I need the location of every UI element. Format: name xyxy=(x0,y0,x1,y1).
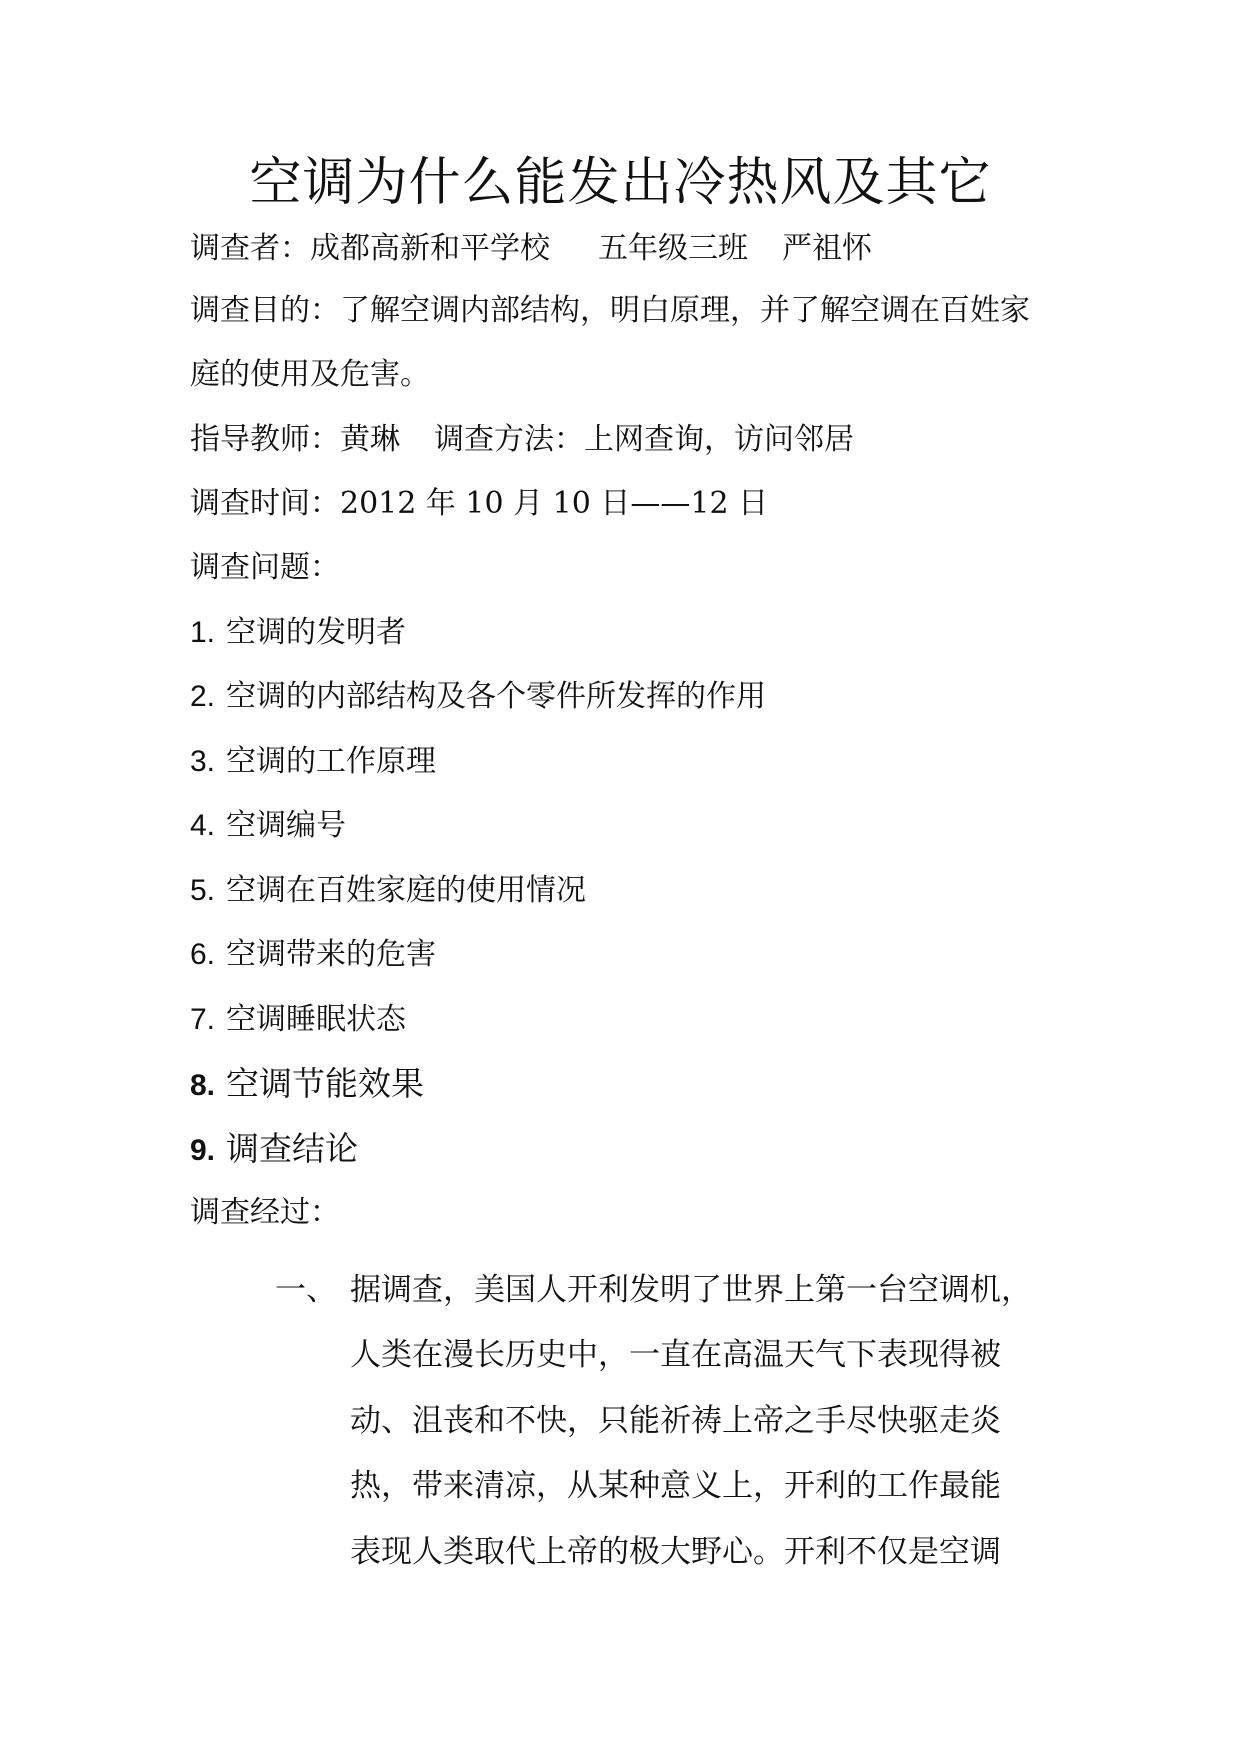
investigator-school: 成都高新和平学校 xyxy=(310,231,550,266)
questions-heading: 调查问题： xyxy=(190,550,340,585)
question-number: 3. xyxy=(190,745,216,778)
investigator-class: 五年级三班 xyxy=(598,231,748,266)
question-item xyxy=(190,1000,406,1040)
question-number: 4. xyxy=(190,809,216,842)
question-text: 空调带来的危害 xyxy=(226,937,436,972)
question-item xyxy=(190,935,436,975)
question-number: 2. xyxy=(190,680,216,713)
question-text: 空调的内部结构及各个零件所发挥的作用 xyxy=(226,679,766,714)
question-text: 空调的工作原理 xyxy=(226,744,436,779)
question-item xyxy=(190,677,766,717)
investigator-line xyxy=(190,229,872,269)
question-item xyxy=(190,613,406,653)
purpose-line-1: 调查目的：了解空调内部结构，明白原理，并了解空调在百姓家 xyxy=(190,293,1030,328)
process-heading: 调查经过： xyxy=(190,1195,340,1230)
section-line: 动、沮丧和不快，只能祈祷上帝之手尽快驱走炎 xyxy=(350,1403,1001,1439)
section-marker: 一、 xyxy=(275,1272,337,1308)
question-number: 8. xyxy=(190,1069,216,1102)
question-text: 空调编号 xyxy=(226,808,346,843)
document-title: 空调为什么能发出冷热风及其它 xyxy=(249,153,992,213)
question-item xyxy=(190,742,436,782)
question-text: 调查结论 xyxy=(226,1129,358,1168)
section-line: 热，带来清凉，从某种意义上，开利的工作最能 xyxy=(350,1468,1001,1504)
question-text: 空调的发明者 xyxy=(226,615,406,650)
question-number: 1. xyxy=(190,616,216,649)
section-line: 据调查，美国人开利发明了世界上第一台空调机， xyxy=(350,1272,1032,1308)
section-line: 人类在漫长历史中，一直在高温天气下表现得被 xyxy=(350,1337,1001,1373)
method: 调查方法：上网查询，访问邻居 xyxy=(434,422,854,457)
time-line: 调查时间：2012 年 10 月 10 日——12 日 xyxy=(190,486,769,521)
section-line: 表现人类取代上帝的极大野心。开利不仅是空调 xyxy=(350,1534,1001,1570)
question-number: 7. xyxy=(190,1003,216,1036)
question-item xyxy=(190,806,346,846)
investigator-name: 严祖怀 xyxy=(782,231,872,266)
investigator-label: 调查者： xyxy=(190,231,310,266)
teacher: 指导教师：黄琳 xyxy=(190,422,400,457)
question-text: 空调睡眠状态 xyxy=(226,1002,406,1037)
question-text: 空调在百姓家庭的使用情况 xyxy=(226,873,586,908)
question-item xyxy=(190,871,586,911)
question-number: 6. xyxy=(190,938,216,971)
question-number: 5. xyxy=(190,874,216,907)
question-number: 9. xyxy=(190,1134,216,1167)
teacher-method-line xyxy=(190,420,854,460)
question-text: 空调节能效果 xyxy=(226,1064,424,1103)
question-item xyxy=(190,1064,424,1106)
question-item xyxy=(190,1129,358,1171)
purpose-line-2: 庭的使用及危害。 xyxy=(190,357,430,392)
